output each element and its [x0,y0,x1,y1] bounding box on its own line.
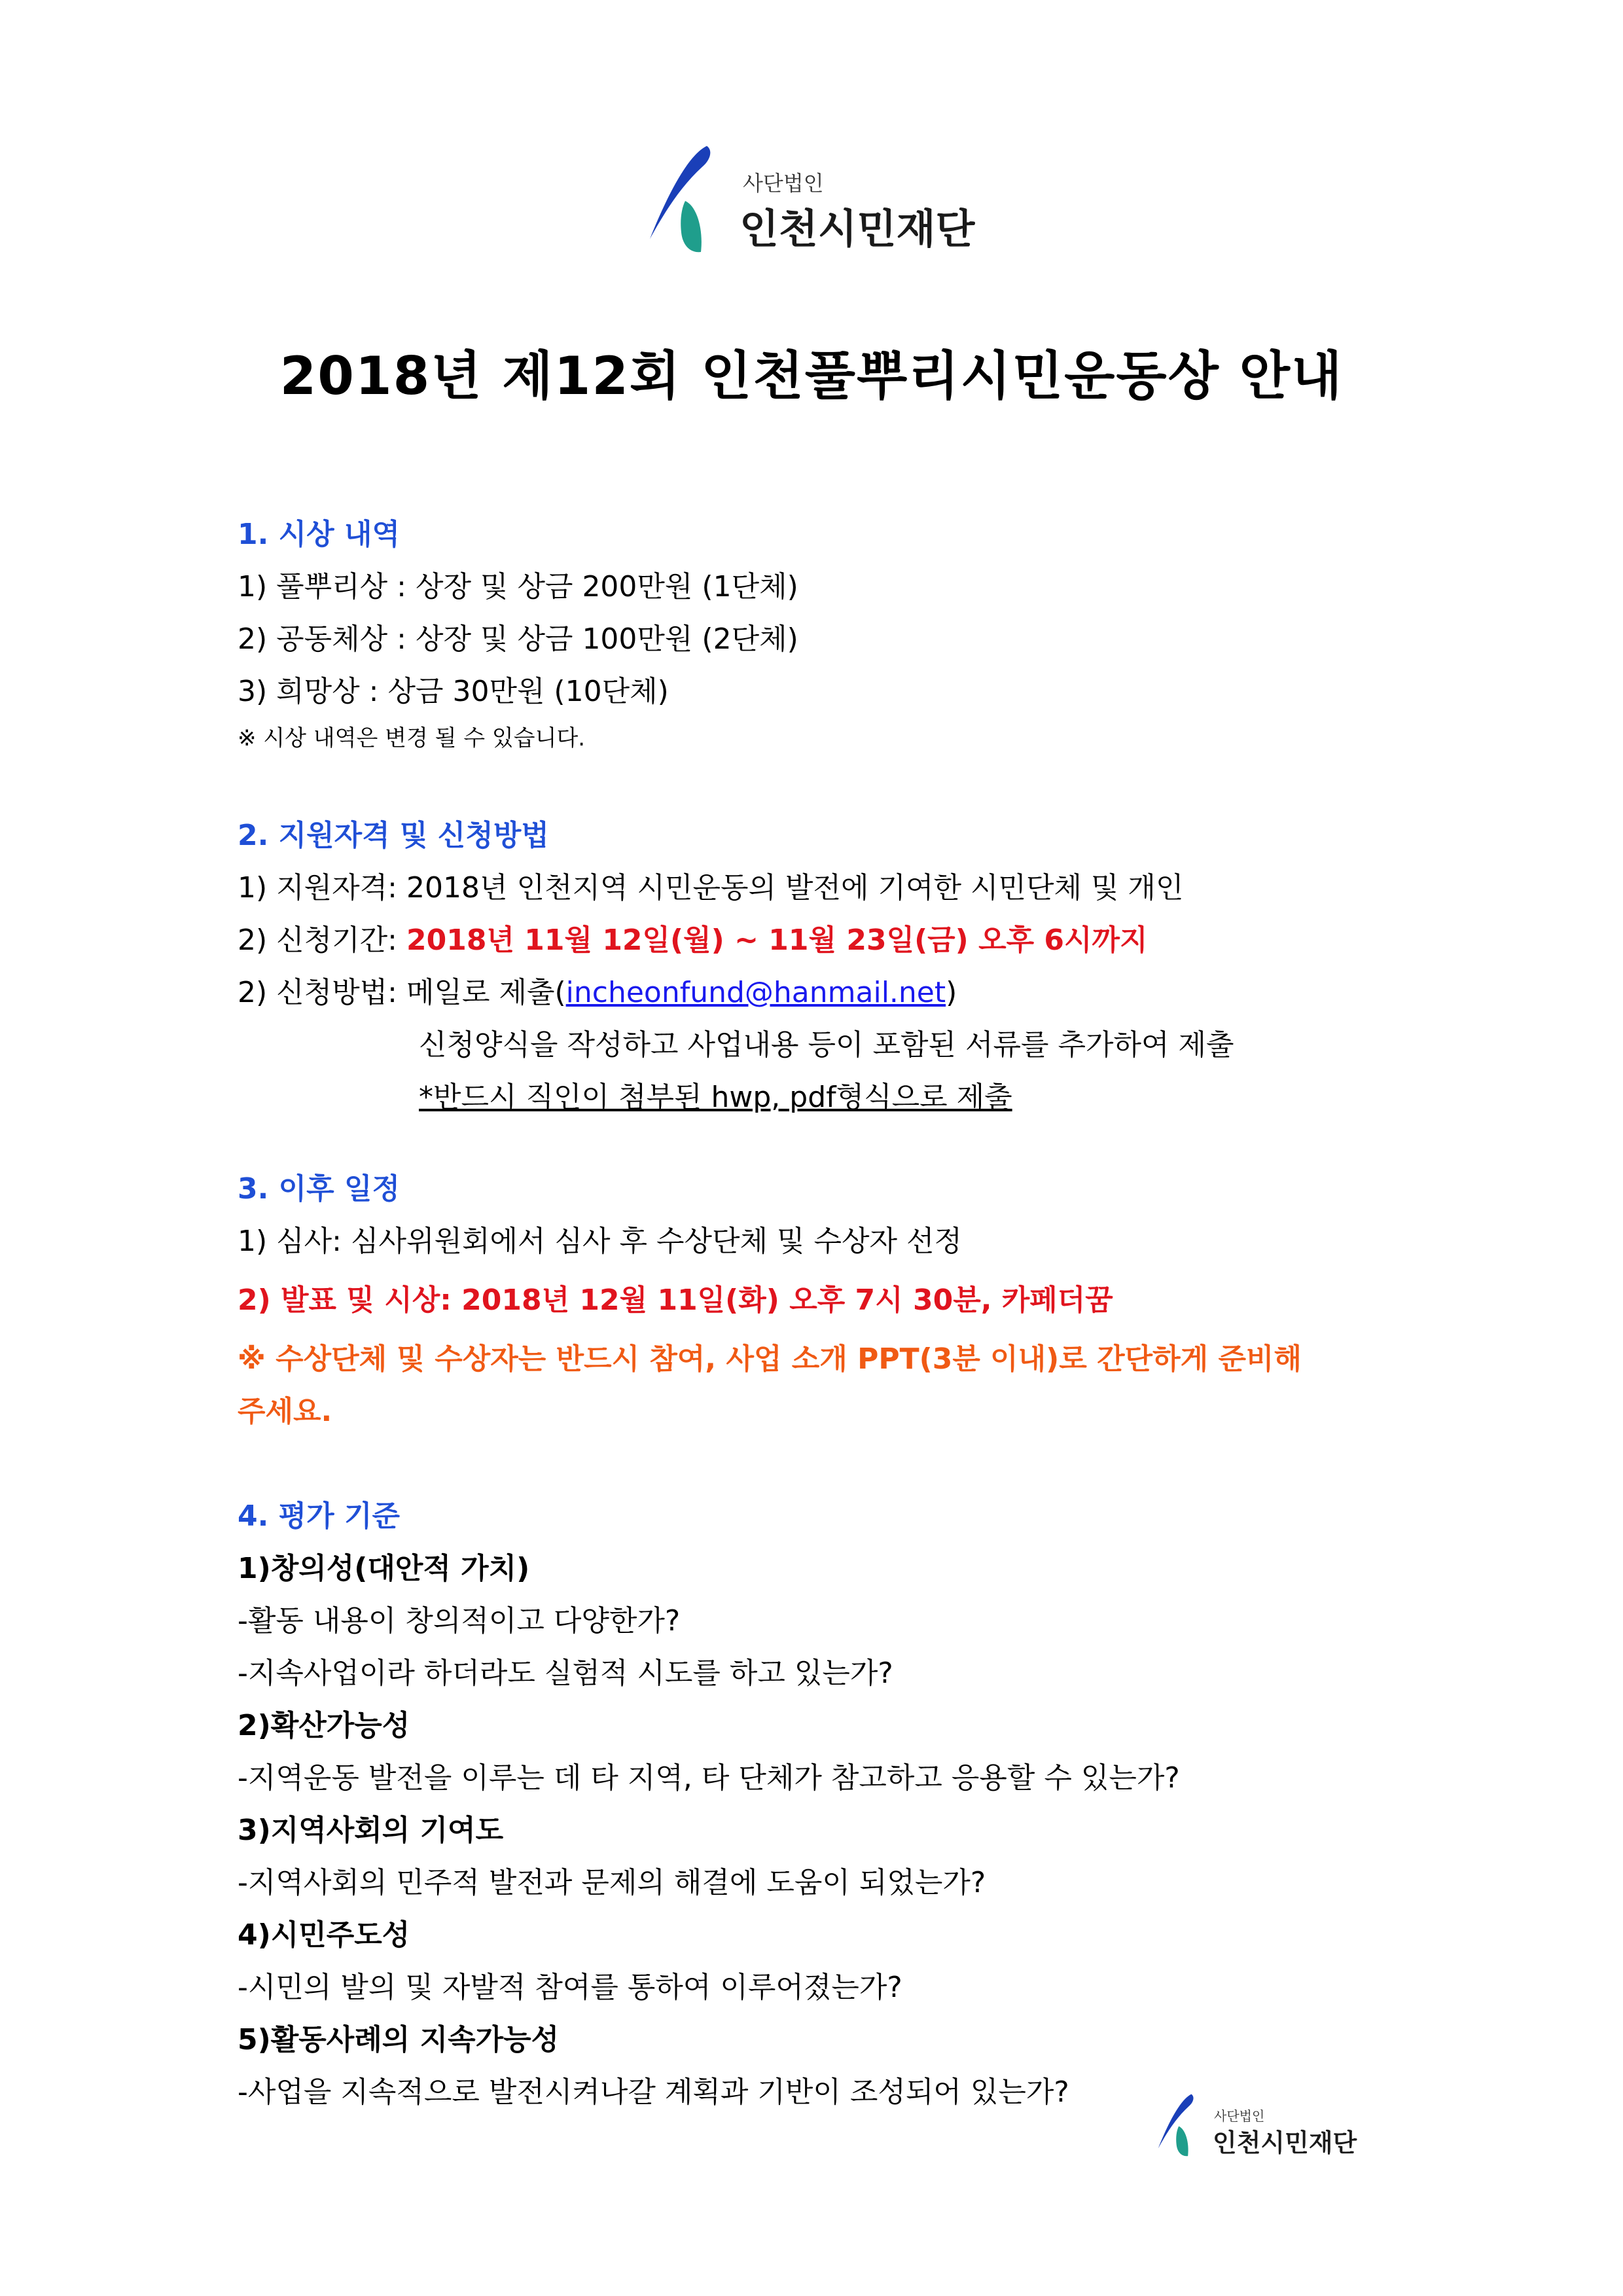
criterion-4-title: 4)시민주도성 [238,1918,410,1952]
org-logo-top [645,141,998,259]
award-note: ※ 시상 내역은 변경 될 수 있습니다. [238,725,586,751]
criterion-3-question-1: -지역사회의 민주적 발전과 문제의 해결에 도움이 되었는가? [238,1866,986,1899]
page-title: 2018년 제12회 인천풀뿌리시민운동상 안내 [279,346,1344,406]
criterion-5-title: 5)활동사례의 지속가능성 [238,2023,560,2056]
ceremony-line: 2) 발표 및 시상: 2018년 12월 11일(화) 오후 7시 30분, 카페더꿈 [238,1283,1113,1317]
criterion-4-question-1: -시민의 발의 및 자발적 참여를 통하여 이루어졌는가? [238,1971,902,2004]
method-close: ) [946,976,957,1009]
section-1-heading: 1. 시상 내역 [238,518,400,551]
award-item-1: 1) 풀뿌리상 : 상장 및 상금 200만원 (1단체) [238,570,798,603]
criterion-3-title: 3)지역사회의 기여도 [238,1814,504,1847]
org-logo-name: 인천시민재단 [740,205,975,253]
method-detail-line: 신청양식을 작성하고 사업내용 등이 포함된 서류를 추가하여 제출 [419,1028,1234,1062]
criterion-1-question-2: -지속사업이라 하더라도 실험적 시도를 하고 있는가? [238,1657,893,1690]
attendance-notice-line-1: ※ 수상단체 및 수상자는 반드시 참여, 사업 소개 PPT(3분 이내)로 간단하게 준비해 [238,1342,1302,1376]
criterion-1-title: 1)창의성(대안적 가치) [238,1552,530,1585]
eligibility-line: 1) 지원자격: 2018년 인천지역 시민운동의 발전에 기여한 시민단체 및 개인 [238,871,1184,905]
criterion-2-question-1: -지역운동 발전을 이루는 데 타 지역, 타 단체가 참고하고 응용할 수 있는가? [238,1761,1180,1795]
period-label: 2) 신청기간: [238,924,406,957]
review-line: 1) 심사: 심사위원회에서 심사 후 수상단체 및 수상자 선정 [238,1225,962,1258]
period-value: 2018년 11월 12일(월) ~ 11월 23일(금) 오후 6시까지 [406,924,1148,957]
org-emblem-small-icon [1155,2091,1201,2160]
criterion-5-question-1: -사업을 지속적으로 발전시켜나갈 계획과 기반이 조성되어 있는가? [238,2075,1069,2109]
award-item-2: 2) 공동체상 : 상장 및 상금 100만원 (2단체) [238,622,798,656]
org-logo-bottom-name: 인천시민재단 [1213,2128,1357,2157]
period-line [238,916,1148,958]
org-logo-bottom [1155,2091,1391,2163]
section-3-heading: 3. 이후 일정 [238,1172,400,1206]
criterion-2-title: 2)확산가능성 [238,1709,410,1742]
section-4-heading: 4. 평가 기준 [238,1499,400,1533]
method-label: 2) 신청방법: 메일로 제출( [238,976,566,1009]
method-line [238,969,957,1011]
method-format-line: *반드시 직인이 첨부된 hwp, pdf형식으로 제출 [419,1081,1012,1114]
attendance-notice-line-2: 주세요. [238,1395,332,1428]
email-link[interactable]: incheonfund@hanmail.net [565,976,946,1009]
org-logo-bottom-subtitle: 사단법인 [1214,2108,1265,2124]
section-2-heading: 2. 지원자격 및 신청방법 [238,819,549,852]
org-logo-subtitle: 사단법인 [743,171,824,196]
criterion-1-question-1: -활동 내용이 창의적이고 다양한가? [238,1604,681,1638]
award-item-3: 3) 희망상 : 상금 30만원 (10단체) [238,675,669,708]
org-emblem-icon [645,141,723,259]
